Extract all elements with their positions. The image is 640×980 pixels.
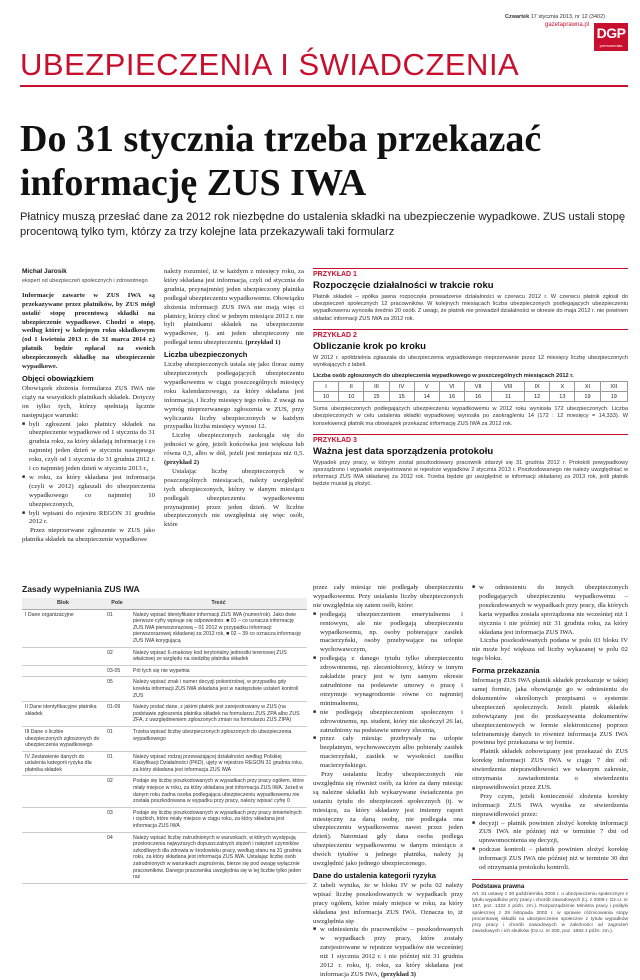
paragraph: należy rozumieć, iż w każdym z miesięcy roku, za który składana jest informacja, czyli od stycznia do grudnia, przynajmniej jeden ubezpieczony płatnika podlegał ubezpieczeniu wypadkowemu. Obowiązku złożenia informacji ZUS IWA nie mają więc ci płatnicy, którzy choć w jednym miesiącu 2012 r. nie byli płatnikami składek na ubezpieczenie wypadkowe, tj. ani jeden ubezpieczony nie podlegał temu ubezpieczeniu. (przykład 1) bbox=[164, 268, 304, 347]
paragraph: Liczbę ubezpieczonych ustala się jako iloraz sumy ubezpieczonych podlegających ubezpieczeniu wypadkowemu w ciągu poszczególnych miesięcy roku kalendarzowego, za który składana jest informacja, i liczby miesięcy tego roku. Z uwagi na wymóg nieprzerwanego zgłoszenia w ZUS, przy wyliczaniu liczby ubezpieczonych w każdym przypadku liczba miesięcy wynosi 12. bbox=[164, 361, 304, 431]
subheading: Liczba ubezpieczonych bbox=[164, 350, 248, 360]
lead-paragraph: Płatnicy muszą przesłać dane za 2012 rok niezbędne do ustalenia składki na ubezpieczenie wypadkowe. ZUS ustali stopę procentową tylko tym, którzy za trzy kolejne lata przekazywali taki formularz bbox=[20, 211, 626, 238]
list-item: ■ podlegają z danego tytułu tylko ubezpieczeniu zdrowotnemu, np. zleceniobiorcy, którzy w innym zakładzie pracy jest w tym samym okresie zatrudnione na podstawie umowy o pracę i otrzymuje wynagrodzenie równe co najmniej minimalnemu, bbox=[313, 655, 463, 708]
list-item: ■ nie podlegają ubezpieczeniom społecznym i zdrowotnemu, np. student, który nie ukończył 26 lat, zatrudniony na podstawie umowy zlecenia, bbox=[313, 709, 463, 736]
headline: Do 31 stycznia trzeba przekazać informację ZUS IWA bbox=[20, 118, 542, 204]
paragraph: Przy ustalaniu liczby ubezpieczonych nie uwzględnia się również osób, za które za dany miesiąc są należne składki lub wykazywane świadczenia po ustaniu tytułu do ubezpieczeń społecznych (tj. w miesiącu, za który składany jest imienny raport miesięczny za daną osobę, nie podlegała ona ubezpieczeniu wypadkowemu nawet przez jeden dzień). Natomiast gdy dana osoba podlega ubezpieczeniu wypadkowemu w danym miesiącu z dwóch tytułów u jednego płatnika, należy ją uwzględnić jako jednego ubezpieczonego. bbox=[313, 771, 463, 868]
table-row: 05 Należy wpisać znak i numer decyzji pokontrolnej, w przypadku gdy korekta informacji ZUS IWA składana jest w następstwie ustaleń kontroli ZUS bbox=[22, 677, 307, 702]
list-item: ■ decyzji – płatnik powinien złożyć korektę informacji ZUS IWA nie później niż w terminie 7 dni od uprawomocnienia się decyzji, bbox=[472, 820, 628, 847]
paragraph: Informację ZUS IWA płatnik składek przekazuje w takiej samej formie, jaka obowiązuje go w odniesieniu do dokumentów określonych przepisami o systemie ubezpieczeń społecznych. Jeżeli płatnik składek zobowiązany jest do przekazywania dokumentów ubezpieczeniowych w formie elektronicznej poprzez teletransmisję danych to również informacja ZUS IWA powinna być przekazana w tej formie. bbox=[472, 677, 628, 747]
list-item: ■ w roku, za który składana jest informacja (czyli w 2012) zgłaszali do ubezpieczenia wypadkowego co najmniej 10 ubezpieczonych, bbox=[22, 474, 155, 510]
list-item: ■ przez cały miesiąc przebywały na urlopie bezpłatnym, wychowawczym albo pobierały zasiłek macierzyński, zasiłek w wysokości zasiłku macierzyńskiego. bbox=[313, 735, 463, 771]
paragraph: Płatnik składek zobowiązany jest przekazać do ZUS korektę informacji ZUS IWA w ciągu 7 dni od: stwierdzenia nieprawidłowości we własnym zakresie, otrzymania zawiadomienia o stwierdzeniu nieprawidłowości przez ZUS. bbox=[472, 748, 628, 791]
example-1: PRZYKŁAD 1 Rozpoczęcie działalności w trakcie roku Płatnik składek – spółka jawna rozpoczęła prowadzenie działalności w czerwcu 2012 r. W czerwcu płatnik zgłosił do ubezpieczeń społecznych 12 pracowników. W kolejnych miesiącach liczba ubezpieczonych podlegających ubezpieczeniu wypadkowemu wynosiła średnio 20 osób. Z uwagi, że płatnik nie prowadził działalności w okresie do maja 2012 r. nie powinien składać informacji ZUS IWA za 2012 rok. bbox=[313, 268, 628, 323]
table-row: 04 Należy wpisać liczbę zatrudnionych w warunkach, w których występują przekroczenia najwyższych dopuszczalnych stężeń i natężeń czynników szkodliwych dla zdrowia w środowisku pracy, według stanu na 31 grudnia roku, za który składana jest informacja ZUS IWA. Ustalając liczbę osób zatrudnionych w warunkach zagrożenia, bierze się pod uwagę wyłącznie pracowników. Danego pracownika uwzględnia się w tej liczbie tylko jeden raz bbox=[22, 832, 307, 883]
table-row: I Dane organizacyjne 01 Należy wpisać identyfikator informacji ZUS IWA (numer/rok). Jako dwie pierwsze cyfry wpisuje się odpowiednio: ■ 01 – co oznacza informację ZUS IWA pierwszorazową – 01 2012 w przypadku informacji pierwszorazowej składanej za 2012 rok, ■ 02 – 39 co oznacza informację ZUS IWA korygującą bbox=[22, 609, 307, 647]
paragraph: Liczba poszkodowanych podana w polu 03 bloku IV nie może być większa od liczby wykazanej w polu 02 tego bloku. bbox=[472, 637, 628, 663]
author-name: Michał Jarosik bbox=[22, 268, 67, 275]
article-column-1 bbox=[22, 268, 155, 545]
risk-list-continued bbox=[472, 584, 628, 637]
article-column-3 bbox=[313, 584, 463, 980]
paragraph: Obowiązek złożenia formularza ZUS IWA nie ciąży na wszystkich płatnikach składek. Dotyczy on tylko tych, którzy spełniają łącznie następujące warunki: bbox=[22, 384, 155, 419]
paragraph: Przy czym, jeżeli konieczność złożenia korekty informacji ZUS IWA wynika ze stwierdzenia nieprawidłowości przez: bbox=[472, 792, 628, 818]
table-header-row: Blok Pole Treść bbox=[22, 598, 307, 609]
rules-table-title: Zasady wypełniania ZUS IWA bbox=[22, 584, 140, 594]
subheading: Forma przekazania bbox=[472, 666, 540, 676]
risk-list bbox=[313, 926, 463, 979]
section-title: UBEZPIECZENIA I ŚWIADCZENIA bbox=[20, 47, 520, 82]
rules-table bbox=[22, 598, 307, 884]
table-row: 03 Podaje się liczbę poszkodowanych w wypadkach przy pracy śmiertelnych i ciężkich, które miały miejsce w ciągu roku, za który składana jest informacja ZUS IWA bbox=[22, 807, 307, 832]
example-3: PRZYKŁAD 3 Ważna jest data sporządzenia protokołu Wypadek przy pracy, w którym został poszkodowany pracownik zdarzył się 31 grudnia 2012 r. Protokół powypadkowy sporządzono i wypadek zarejestrowano w rejestrze wypadków 2 stycznia 2013 r. Poszkodowanego nie należy uwzględniać w informacji ZUS IWA składanej za 2012 rok. Trzeba będzie go uwzględnić w informacji składanej za 2013 rok, jeśli płatnik będzie musiał ją złożyć. bbox=[313, 434, 628, 489]
table-row: 10 10 15 15 14 16 16 11 12 13 19 19 bbox=[314, 392, 628, 402]
intro-paragraph: Informacje zawarte w ZUS IWA są przekazywane przez płatników, by ZUS mógł ustalić stopę procentową składki na ubezpieczenie wypadkowe. Chodzi o stopę, według której w kolejnym roku składkowym (od 1 kwietnia 2013 r. do 31 marca 2014 r.) płatnik będzie opłacał za swoich ubezpieczonych składkę na ubezpieczenie wypadkowe. bbox=[22, 291, 155, 371]
list-item: ■ w odniesieniu do innych ubezpieczonych podlegających ubezpieczeniu wypadkowemu – poszkodowanych w wypadkach przy pracy, dla których karta wypadku została sporządzona nie wcześniej niż 1 stycznia i nie później niż 31 grudnia roku, za który składana jest informacja ZUS IWA. bbox=[472, 584, 628, 637]
article-column-2 bbox=[164, 268, 304, 530]
list-item: ■ podczas kontroli – płatnik powinien złożyć korektę informacji ZUS IWA nie później niż w terminie 30 dni od otrzymania protokołu kontroli. bbox=[472, 846, 628, 873]
table-row: I II III IV V VI VII VIII IX X XI XII bbox=[314, 382, 628, 392]
subheading: Dane do ustalenia kategorii ryzyka bbox=[313, 871, 436, 880]
paragraph: Liczbę ubezpieczonych zaokrągla się do jedności w górę, jeżeli końcówka jest większa lub równa 0,5, albo w dół, jeżeli jest mniejsza niż 0,5. (przykład 2) bbox=[164, 432, 304, 467]
example-2: PRZYKŁAD 2 Obliczanie krok po kroku W 2012 r. spółdzielnia zgłaszała do ubezpieczenia wypadkowego nieprzerwanie przez 12 miesięcy liczbę ubezpieczonych wynikających z tabeli. Liczba osób zgłoszonych do ubezpieczenia wypadkowego w poszczególnych miesiącach 2012 r. I II III IV V VI VII VIII IX X XI XII 10 10 15 15 14 16 16 11 12 13 19 19 Suma ubezpieczonych podlegających ubezpieczeniu wypadkowemu w 2012 roku wyniosła 172 ubezpieczonych. Liczba ubezpieczonych w celu ustalenia składki wypadkowej wynosiła po zaokrągleniu 14 (172 : 12 miesięcy = 14,333). W konsekwencji płatnik ma obowiązek przekazać informację ZUS IWA za 2012 rok. bbox=[313, 329, 628, 428]
author-role: ekspert od ubezpieczeń społecznych i zdrowotnego bbox=[22, 277, 148, 284]
paragraph: przez cały miesiąc nie podlegały ubezpieczeniu wypadkowemu. Przy ustalaniu liczby ubezpieczonych nie uwzględnia się zatem osób, które: bbox=[313, 584, 463, 609]
example-ref: (przykład 2) bbox=[164, 459, 200, 467]
section-rule bbox=[20, 85, 628, 87]
months-table bbox=[313, 381, 628, 402]
rules-table-wrapper bbox=[22, 598, 307, 884]
condition-list bbox=[22, 421, 155, 528]
site-url[interactable]: gazetaprawna.pl bbox=[545, 22, 590, 28]
example-ref: (przykład 3) bbox=[380, 970, 417, 978]
paragraph: Przez nieprzerwane zgłoszenie w ZUS jako płatnika składek na ubezpieczenie wypadkowe bbox=[22, 527, 155, 544]
table-row: 03-05 Pól tych się nie wypełnia bbox=[22, 665, 307, 677]
list-item: ■ byli wpisani do rejestru REGON 31 grudnia 2012 r. bbox=[22, 510, 155, 528]
list-item: ■ podlegają ubezpieczeniom emerytalnemu i rentowym, ale nie podlegają ubezpieczeniu wypadkowemu, np. osoby pobierające zasiłek macierzyński, osoby przebywające na urlopie wychowawczym, bbox=[313, 611, 463, 656]
article-column-4 bbox=[472, 584, 628, 935]
table-row: IV Zestawienie danych do ustalenia kategorii ryzyka dla płatnika składek 01 Należy wpisać rodzaj przeważającej działalności według Polskiej Klasyfikacji Działalności (PKD), ujęty w rejestrze REGON 31 grudnia roku, za który składana jest informacja ZUS IWA bbox=[22, 751, 307, 776]
list-item: ■ byli zgłoszeni jako płatnicy składek na ubezpieczenie wypadkowe od 1 stycznia do 31 grudnia roku, za który składają informację i co najmniej jeden dzień w styczniu następnego roku, czyli od 1 stycznia do 31 grudnia 2012 r. i co najmniej jeden dzień w styczniu 2013 r., bbox=[22, 421, 155, 474]
paragraph: Z tabeli wynika, że w bloku IV w polu 02 należy wpisać liczbę poszkodowanych w wypadkach przy pracy ogółem, które miały miejsce w roku, za który składana jest informacja ZUS IWA. Oznacza to, iż uwzględnia się: bbox=[313, 881, 463, 925]
table-row: II Dane identyfikacyjne płatnika składek 01-09 Należy podać dane, z jakimi płatnik jest zarejestrowany w ZUS (na podstawie zgłoszenia płatnika składek na formularzu ZUS ZPA albo ZUS ZFA, z uwzględnieniem zgłoszonych zmian na formularzu ZUS ZIPA) bbox=[22, 702, 307, 727]
list-item: ■ w odniesieniu do pracowników – poszkodowanych w wypadkach przy pracy, które zostały zarejestrowane w rejestrze wypadków nie wcześniej niż 1 stycznia 2012 r. i nie później niż 31 grudnia 2012 r. roku, tj. roku, za który składana jest informacja ZUS IWA, (przykład 3) bbox=[313, 926, 463, 979]
dgp-logo: DGP prenumerata bbox=[594, 23, 628, 51]
issue-date: Czwartek 17 stycznia 2013, nr 12 (3402) bbox=[505, 14, 605, 20]
legal-basis-box: Podstawa prawna Art. 31 ustawy z 30 października 2002 r. o ubezpieczeniu społecznym z tytułu wypadków przy pracy i chorób zawodowych (t.j. z 2009 r. Dz.U. nr 167, poz. 1322 z późn. zm.). Rozporządzenie Ministra pracy i polityki społecznej z 29 listopada 2002 r. w sprawie różnicowania stopy procentowej składki na ubezpieczenie społeczne z tytułu wypadków przy pracy i chorób zawodowych w zależności od zagrożeń zawodowych i ich skutków (Dz.U. nr 200, poz. 1692 z późn. zm.). bbox=[472, 879, 628, 935]
examples-box bbox=[313, 268, 628, 489]
table-row: III Dane o liczbie ubezpieczonych zgłoszonych do ubezpieczenia wypadkowego 01 Trzeba wpisać liczbę ubezpieczonych zgłoszonych do ubezpieczenia wypadkowego bbox=[22, 726, 307, 751]
table-row: 02 Podaje się liczbę poszkodowanych w wypadkach przy pracy ogółem, które miały miejsce w roku, za który składana jest informacja ZUS IWA. Jeżeli w danym roku żadna osoba podlegająca ubezpieczeniu wypadkowemu nie została poszkodowana w wypadku przy pracy, należy wpisać cyfrę 0 bbox=[22, 776, 307, 807]
paragraph: Ustalając liczbę ubezpieczonych w poszczególnych miesiącach, należy uwzględnić tych ubezpieczonych, którzy w danym miesiącu podlegali ubezpieczeniu wypadkowemu przynajmniej przez jeden dzień. W liczbie ubezpieczonych nie uwzględnia się więc osób, które bbox=[164, 467, 304, 529]
exclusion-list bbox=[313, 611, 463, 771]
correction-list bbox=[472, 820, 628, 873]
example-ref: (przykład 1) bbox=[245, 339, 281, 347]
table-row: 02 Należy wpisać 6-znakowy kod terytorialny jednostki terenowej ZUS właściwej ze względu na siedzibę płatnika składek bbox=[22, 647, 307, 665]
subheading: Objęci obowiązkiem bbox=[22, 373, 94, 383]
